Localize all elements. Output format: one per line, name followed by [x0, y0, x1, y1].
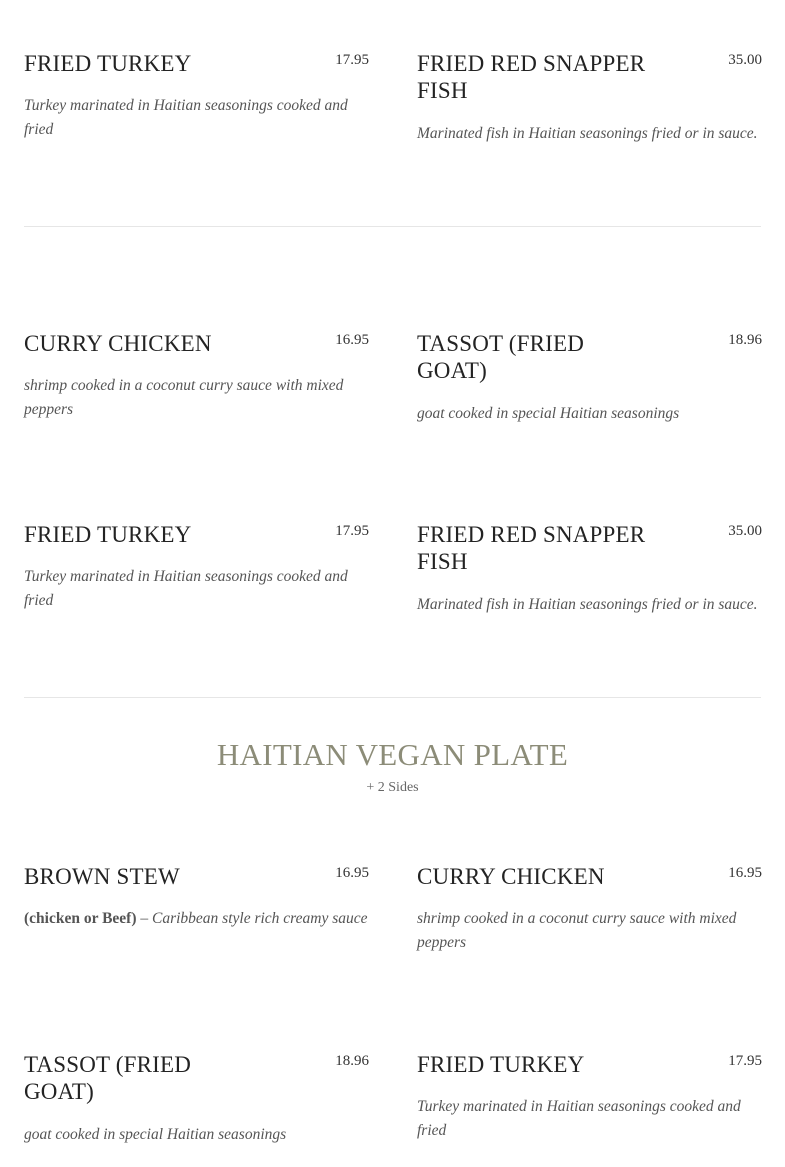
item-description: Turkey marinated in Haitian seasonings cooked and fried [24, 97, 348, 138]
item-description: Turkey marinated in Haitian seasonings cooked and fried [24, 568, 348, 609]
item-description [24, 907, 369, 931]
item-description: Turkey marinated in Haitian seasonings cooked and fried [417, 1098, 741, 1139]
item-name: BROWN STEW [24, 864, 180, 889]
item-description: Marinated fish in Haitian seasonings fried or in sauce. [417, 125, 758, 142]
item-price: 35.00 [728, 523, 762, 539]
item-description-text: – Caribbean style rich creamy sauce [136, 910, 368, 927]
item-price: 17.95 [335, 52, 369, 68]
item-price: 16.95 [335, 865, 369, 881]
item-name: TASSOT (FRIED GOAT) [417, 331, 585, 383]
item-description: shrimp cooked in a coconut curry sauce with mixed peppers [24, 377, 344, 418]
item-name: FRIED RED SNAPPER FISH [417, 522, 646, 574]
section-title: HAITIAN VEGAN PLATE [216, 737, 569, 772]
item-price: 17.95 [728, 1053, 762, 1069]
divider [24, 697, 761, 698]
item-name: TASSOT (FRIED GOAT) [24, 1052, 192, 1104]
item-name: FRIED TURKEY [417, 1052, 585, 1077]
item-description: goat cooked in special Haitian seasonings [24, 1126, 287, 1143]
item-name: CURRY CHICKEN [24, 331, 212, 356]
item-price: 17.95 [335, 523, 369, 539]
item-price: 35.00 [728, 52, 762, 68]
item-price: 16.95 [335, 332, 369, 348]
item-name: FRIED TURKEY [24, 51, 192, 76]
item-description: Marinated fish in Haitian seasonings fried or in sauce. [417, 596, 758, 613]
item-name: FRIED RED SNAPPER FISH [417, 51, 646, 103]
item-name: CURRY CHICKEN [417, 864, 605, 889]
item-price: 16.95 [728, 865, 762, 881]
item-description: goat cooked in special Haitian seasonings [417, 405, 680, 422]
item-price: 18.96 [728, 332, 762, 348]
item-price: 18.96 [335, 1053, 369, 1069]
item-description: shrimp cooked in a coconut curry sauce with mixed peppers [417, 910, 737, 951]
item-description-bold: (chicken or Beef) [24, 910, 137, 927]
item-name: FRIED TURKEY [24, 522, 192, 547]
divider [24, 226, 761, 227]
section-subtitle: + 2 Sides [366, 780, 419, 795]
